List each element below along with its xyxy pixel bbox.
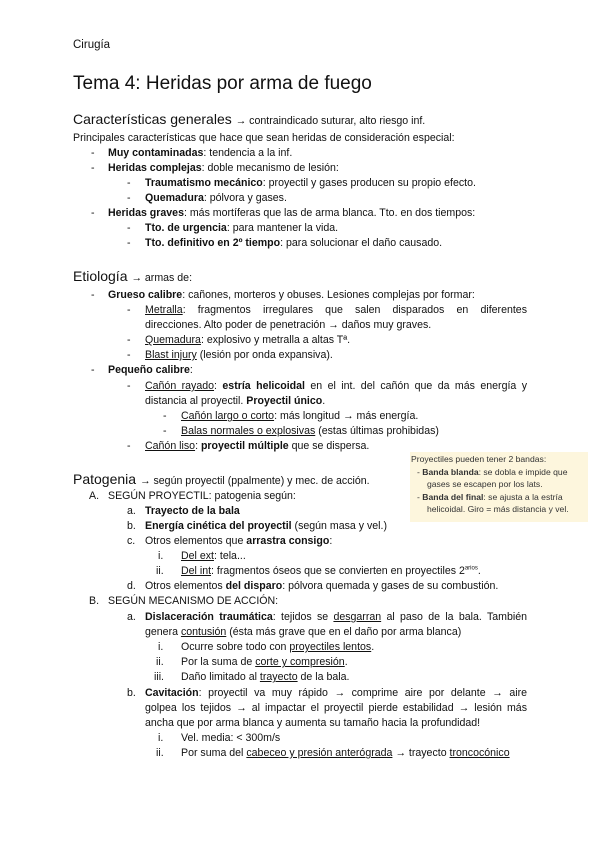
note-item: - Banda del final: se ajusta a la estría bbox=[417, 491, 563, 502]
outline-label: ii. bbox=[156, 565, 164, 577]
list-item-continuation: distancia al proyectil. Proyectil único. bbox=[145, 395, 326, 407]
outline-item: Cavitación: proyectil va muy rápido → comprime aire por delante → aire bbox=[145, 687, 527, 699]
list-item: Cañón liso: proyectil múltiple que se dispersa. bbox=[145, 440, 370, 452]
bullet-dash: - bbox=[127, 237, 131, 249]
outline-label: i. bbox=[158, 641, 164, 653]
list-item-continuation: direcciones. Alto poder de penetración → daños muy graves. bbox=[145, 319, 432, 331]
outline-label: a. bbox=[127, 505, 136, 517]
caracteristicas-intro: Principales características que hace que sean heridas de consideración especial: bbox=[73, 132, 455, 144]
note-item: - Banda blanda: se dobla e impide que bbox=[417, 466, 568, 477]
outline-label: A. bbox=[89, 490, 100, 502]
bullet-dash: - bbox=[91, 364, 95, 376]
note-item-continuation: gases se escapen por los lats. bbox=[427, 479, 543, 490]
bullet-dash: - bbox=[163, 425, 167, 437]
outline-item-continuation: golpea los tejidos → al impactar el proyectil pierde estabilidad → lesión más bbox=[145, 702, 527, 714]
list-item: Traumatismo mecánico: proyectil y gases producen su propio efecto. bbox=[145, 177, 476, 189]
note-item-continuation: helicoidal. Giro = más distancia y vel. bbox=[427, 504, 569, 515]
list-item: Quemadura: explosivo y metralla a altas Tª. bbox=[145, 334, 351, 346]
outline-label: iii. bbox=[154, 671, 165, 683]
bullet-dash: - bbox=[163, 410, 167, 422]
outline-item: Del int: fragmentos óseos que se convierten en proyectiles $2^{arios}$. bbox=[181, 565, 481, 577]
bullet-dash: - bbox=[127, 440, 131, 452]
outline-item: Trayecto de la bala bbox=[145, 505, 240, 517]
outline-label: i. bbox=[158, 550, 164, 562]
list-item: Tto. de urgencia: para mantener la vida. bbox=[145, 222, 339, 234]
bullet-dash: - bbox=[127, 192, 131, 204]
outline-label: b. bbox=[127, 687, 136, 699]
outline-item: Ocurre sobre todo con proyectiles lentos. bbox=[181, 641, 375, 653]
bullet-dash: - bbox=[91, 162, 95, 174]
bullet-dash: - bbox=[127, 334, 131, 346]
list-item: Heridas graves: más mortíferas que las de arma blanca. Tto. en dos tiempos: bbox=[108, 207, 476, 219]
section-caracteristicas-heading: Características generales → contraindicado suturar, alto riesgo inf. bbox=[73, 111, 426, 127]
bullet-dash: - bbox=[91, 207, 95, 219]
outline-label: b. bbox=[127, 520, 136, 532]
outline-label: ii. bbox=[156, 747, 164, 759]
list-item: Balas normales o explosivas (estas últimas prohibidas) bbox=[181, 425, 439, 437]
bullet-dash: - bbox=[91, 289, 95, 301]
bullet-dash: - bbox=[127, 177, 131, 189]
outline-label: ii. bbox=[156, 656, 164, 668]
list-item: Muy contaminadas: tendencia a la inf. bbox=[108, 147, 293, 159]
bullet-dash: - bbox=[127, 222, 131, 234]
outline-item: SEGÚN MECANISMO DE ACCIÓN: bbox=[108, 595, 279, 607]
bullet-dash: - bbox=[127, 380, 131, 392]
outline-item: Otros elementos que arrastra consigo: bbox=[145, 535, 333, 547]
outline-item: Energía cinética del proyectil (según masa y vel.) bbox=[145, 520, 387, 532]
page-title: Tema 4: Heridas por arma de fuego bbox=[73, 73, 372, 94]
outline-label: a. bbox=[127, 611, 136, 623]
outline-item: SEGÚN PROYECTIL: patogenia según: bbox=[108, 490, 296, 502]
bullet-dash: - bbox=[127, 304, 131, 316]
outline-item: Por suma del cabeceo y presión anterógrada → trayecto troncocónico bbox=[181, 747, 510, 759]
list-item: Pequeño calibre: bbox=[108, 364, 193, 376]
outline-item-continuation: genera contusión (ésta más grave que en el daño por arma blanca) bbox=[145, 626, 462, 638]
outline-item: Daño limitado al trayecto de la bala. bbox=[181, 671, 350, 683]
outline-item-continuation: ancha que por arma blanca y aumenta su tamaño hacia la profundidad! bbox=[145, 717, 481, 729]
outline-item: Por la suma de corte y compresión. bbox=[181, 656, 348, 668]
list-item: Cañón rayado: estría helicoidal en el int. del cañón que da más energía y bbox=[145, 380, 528, 392]
outline-label: i. bbox=[158, 732, 164, 744]
outline-label: c. bbox=[127, 535, 136, 547]
outline-item: Vel. media: < 300m/s bbox=[181, 732, 281, 744]
list-item: Quemadura: pólvora y gases. bbox=[145, 192, 287, 204]
outline-item: Otros elementos del disparo: pólvora quemada y gases de su combustión. bbox=[145, 580, 499, 592]
outline-item: Del ext: tela... bbox=[181, 550, 246, 562]
bullet-dash: - bbox=[91, 147, 95, 159]
list-item: Heridas complejas: doble mecanismo de lesión: bbox=[108, 162, 339, 174]
list-item: Grueso calibre: cañones, morteros y obuses. Lesiones complejas por formar: bbox=[108, 289, 475, 301]
list-item: Blast injury (lesión por onda expansiva). bbox=[145, 349, 333, 361]
side-note bbox=[410, 452, 588, 522]
list-item: Cañón largo o corto: más longitud → más energía. bbox=[181, 410, 419, 422]
outline-label: d. bbox=[127, 580, 136, 592]
section-patogenia-heading: Patogenia → según proyectil (ppalmente) y mec. de acción. bbox=[73, 471, 370, 487]
note-title: Proyectiles pueden tener 2 bandas: bbox=[411, 454, 547, 464]
course-header: Cirugía bbox=[73, 39, 111, 51]
list-item: Tto. definitivo en 2º tiempo: para solucionar el daño causado. bbox=[145, 237, 443, 249]
outline-label: B. bbox=[89, 595, 100, 607]
bullet-dash: - bbox=[127, 349, 131, 361]
section-etiologia-heading: Etiología → armas de: bbox=[73, 268, 193, 284]
outline-item: Dislaceración traumática: tejidos se desgarran al paso de la bala. También bbox=[145, 611, 527, 623]
list-item: Metralla: fragmentos irregulares que salen disparados en diferentes bbox=[145, 304, 527, 316]
